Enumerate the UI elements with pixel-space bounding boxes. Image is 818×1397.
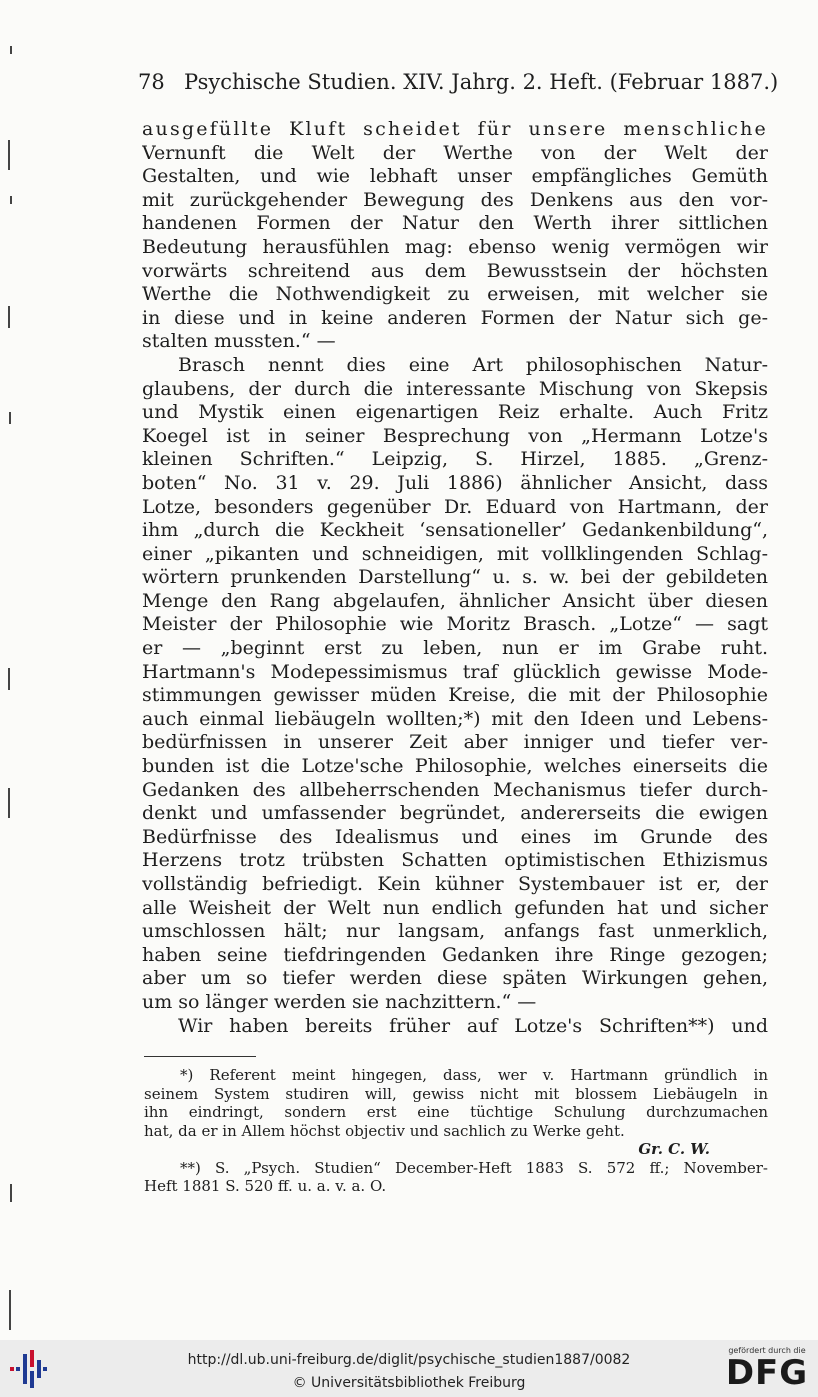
- dfg-wordmark: DFG: [725, 1353, 809, 1393]
- text-line: glaubens, der durch die interessante Mischung von Skepsis: [142, 377, 768, 400]
- footnote-rule: [144, 1056, 256, 1057]
- footnote-line: Heft 1881 S. 520 ff. u. a. v. a. O.: [144, 1177, 387, 1195]
- text-line: stalten mussten.“ —: [142, 330, 336, 353]
- body-text: [142, 118, 768, 1038]
- text-line: ihm „durch die Keckheit ‘sensationeller’ Gedankenbildung“,: [142, 519, 768, 542]
- text-line: bunden ist die Lotze'sche Philosophie, welches einerseits die: [142, 755, 768, 778]
- footnotes: [144, 1066, 768, 1196]
- footnote-signature: Gr. C. W.: [638, 1140, 710, 1158]
- text-line: wörtern prunkenden Darstellung“ u. s. w. bei der gebildeten: [142, 566, 768, 589]
- text-line: um so länger werden sie nachzittern.“ —: [142, 990, 537, 1013]
- text-line: er — „beginnt erst zu leben, nun er im Grabe ruht.: [142, 637, 768, 660]
- text-line: Vernunft die Welt der Werthe von der Welt der: [142, 141, 768, 164]
- text-line: stimmungen gewisser müden Kreise, die mit der Philosophie: [142, 684, 768, 707]
- text-line: Bedeutung herausfühlen mag: ebenso wenig vermögen wir: [142, 235, 768, 258]
- text-line: und Mystik einen eigenartigen Reiz erhalte. Auch Fritz: [142, 401, 768, 424]
- copyright-notice: © Universitätsbibliothek Freiburg: [292, 1375, 526, 1391]
- text-line: in diese und in keine anderen Formen der Natur sich ge-: [142, 306, 768, 329]
- viewer-footer: [0, 1340, 818, 1397]
- footnote-line: **) S. „Psych. Studien“ December-Heft 1883 S. 572 ff.; November-: [180, 1158, 768, 1177]
- text-line: denkt und umfassender begründet, andererseits die ewigen: [142, 802, 768, 825]
- text-line: haben seine tiefdringenden Gedanken ihre Ringe gezogen;: [142, 943, 768, 966]
- text-line: Werthe die Nothwendigkeit zu erweisen, mit welcher sie: [142, 283, 768, 306]
- dfg-logo-icon: [722, 1346, 812, 1392]
- footnote-line: ihn eindringt, sondern erst eine tüchtige Schulung durchzumachen: [144, 1103, 768, 1121]
- text-line: Lotze, besonders gegenüber Dr. Eduard von Hartmann, der: [142, 495, 768, 518]
- text-line: auch einmal liebäugeln wollten;*) mit den Ideen und Lebens-: [142, 707, 768, 730]
- text-line: Menge den Rang abgelaufen, ähnlicher Ansicht über diesen: [142, 589, 768, 612]
- text-line: kleinen Schriften.“ Leipzig, S. Hirzel, 1885. „Grenz-: [142, 448, 768, 471]
- text-line: boten“ No. 31 v. 29. Juli 1886) ähnlicher Ansicht, dass: [142, 471, 768, 494]
- footnote-line: hat, da er in Allem höchst objectiv und sachlich zu Werke geht.: [144, 1121, 625, 1140]
- document-url-link[interactable]: http://dl.ub.uni-freiburg.de/diglit/psychische_studien1887/0082: [187, 1352, 631, 1368]
- running-title: Psychische Studien. XIV. Jahrg. 2. Heft. (Februar 1887.): [184, 70, 779, 94]
- text-line: Koegel ist in seiner Besprechung von „Hermann Lotze's: [142, 424, 768, 447]
- text-line: Brasch nennt dies eine Art philosophischen Natur-: [178, 353, 768, 376]
- text-line: aber um so tiefer werden diese späten Wirkungen gehen,: [142, 967, 768, 990]
- text-line: Gestalten, und wie lebhaft unser empfängliches Gemüth: [142, 165, 768, 188]
- text-line: alle Weisheit der Welt nun endlich gefunden hat und sicher: [142, 896, 768, 919]
- text-line: umschlossen hält; nur langsam, anfangs fast unmerklich,: [142, 920, 768, 943]
- text-line: ausgefüllte Kluft scheidet für unsere menschliche: [142, 118, 768, 140]
- text-line: vorwärts schreitend aus dem Bewusstsein der höchsten: [142, 259, 768, 282]
- text-line: Hartmann's Modepessimismus traf glücklich gewisse Mode-: [142, 660, 768, 683]
- text-line: Meister der Philosophie wie Moritz Brasch. „Lotze“ — sagt: [142, 613, 768, 636]
- text-line: handenen Formen der Natur den Werth ihrer sittlichen: [142, 212, 768, 235]
- text-line: vollständig befriedigt. Kein kühner Systembauer ist er, der: [142, 873, 768, 895]
- text-line: Gedanken des allbeherrschenden Mechanismus tiefer durch-: [142, 778, 768, 801]
- dfg-tagline: gefördert durch die: [728, 1346, 806, 1355]
- text-line: Wir haben bereits früher auf Lotze's Schriften**) und: [178, 1014, 768, 1037]
- running-head: [138, 66, 779, 98]
- text-line: Bedürfnisse des Idealismus und eines im Grunde des: [142, 825, 768, 848]
- page-number: 78: [138, 70, 165, 94]
- text-line: einer „pikanten und schneidigen, mit vollklingenden Schlag-: [142, 542, 768, 565]
- footnote-line: seinem System studiren will, gewiss nicht mit blossem Liebäugeln in: [144, 1084, 768, 1103]
- footnote-line: *) Referent meint hingegen, dass, wer v. Hartmann gründlich in: [180, 1066, 768, 1084]
- text-line: Herzens trotz trübsten Schatten optimistischen Ethizismus: [142, 849, 768, 872]
- text-line: mit zurückgehender Bewegung des Denkens aus den vor-: [142, 188, 768, 211]
- text-line: bedürfnissen in unserer Zeit aber inniger und tiefer ver-: [142, 731, 768, 754]
